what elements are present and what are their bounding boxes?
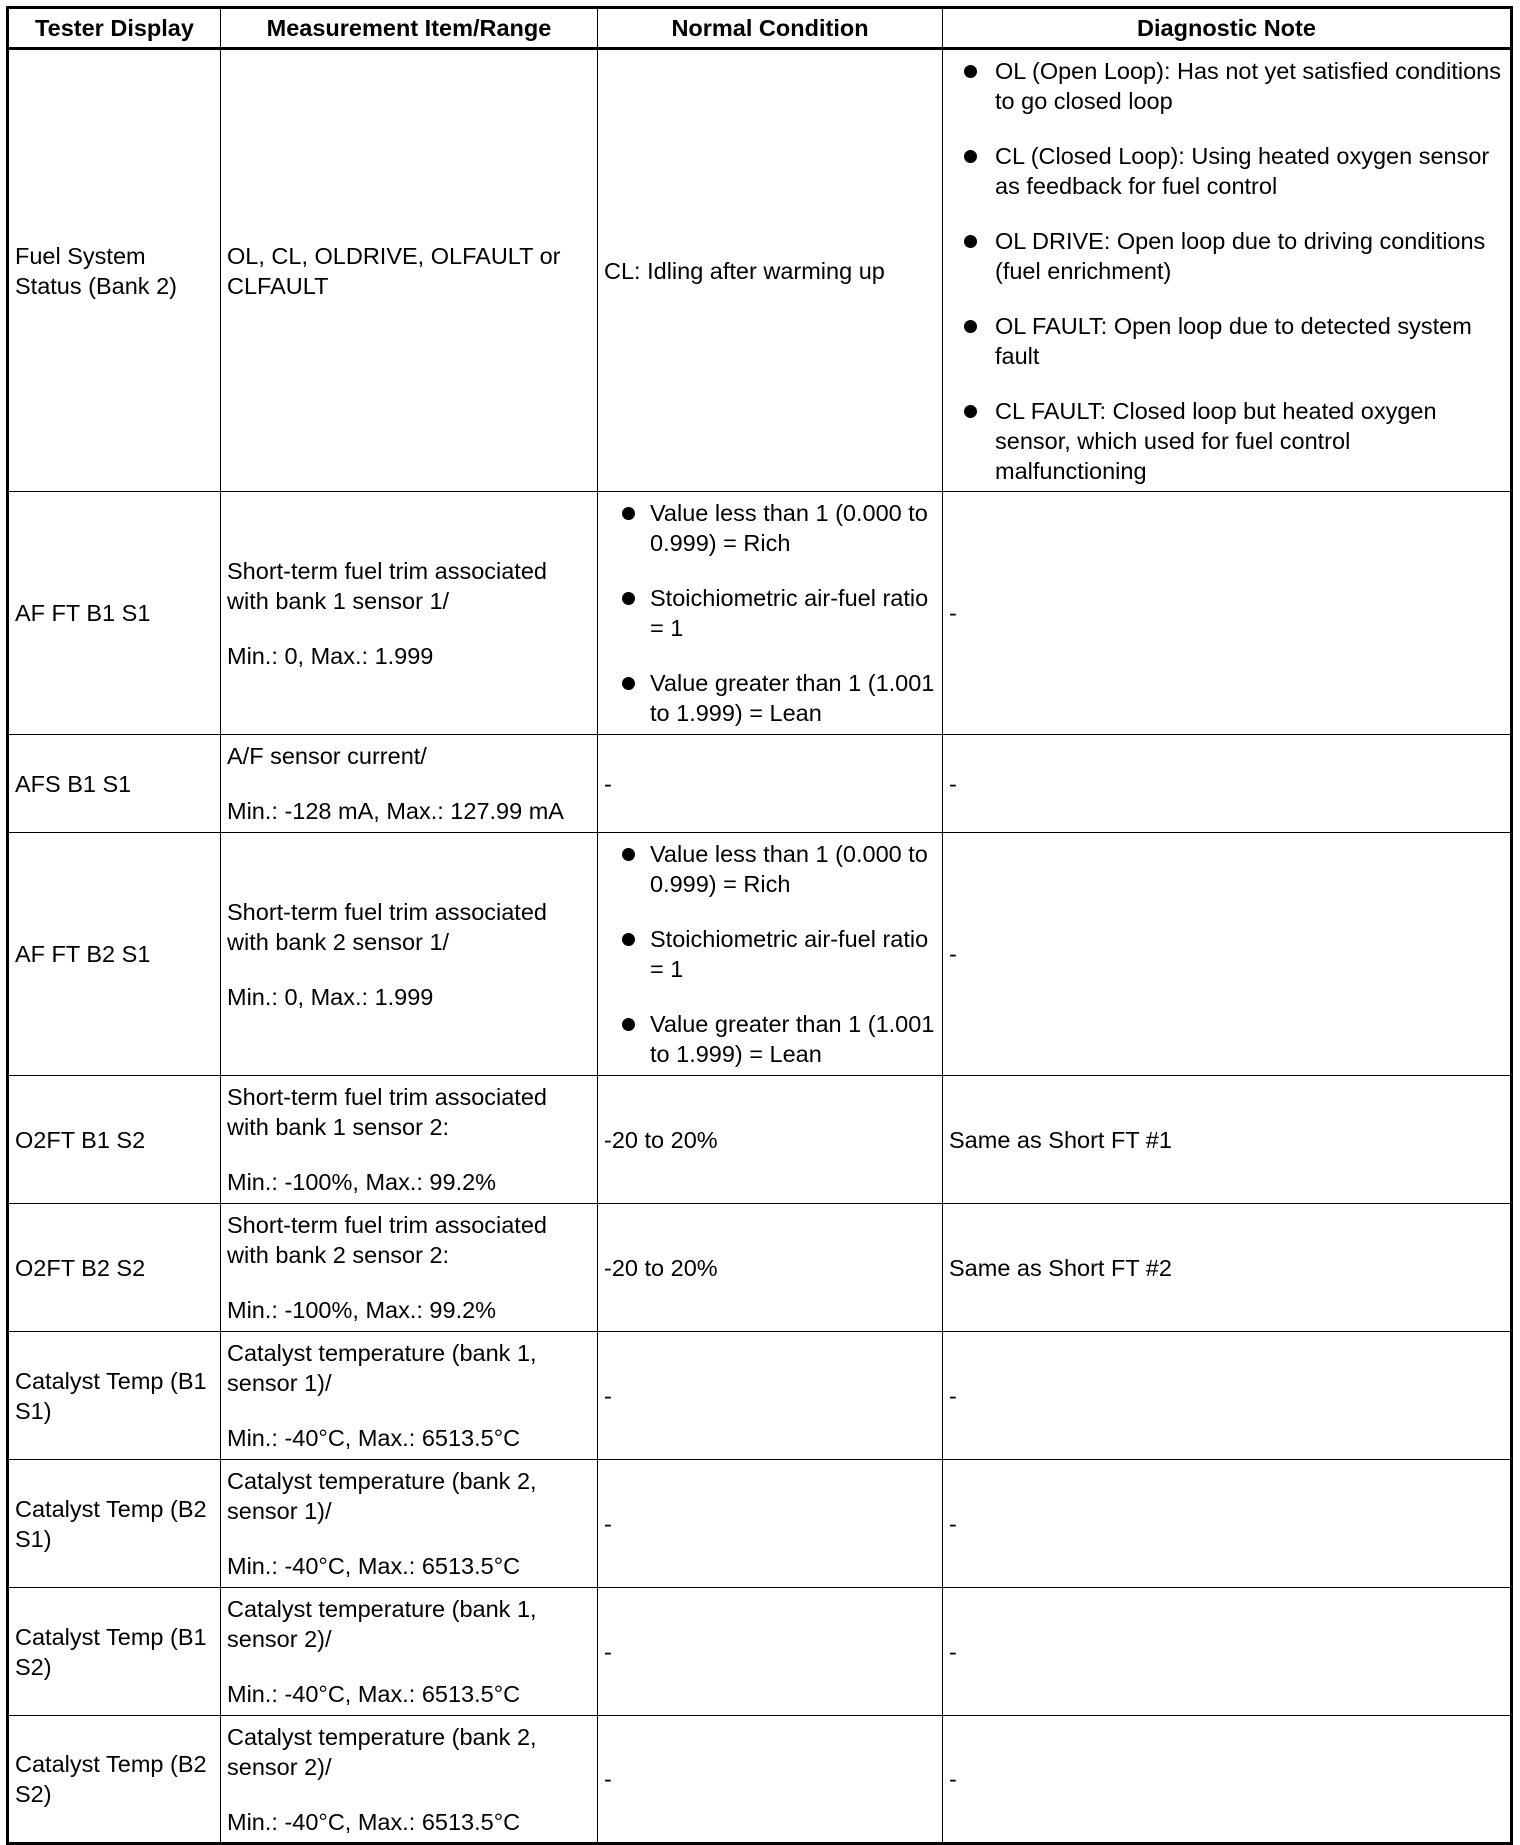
diagnostic-note-cell: - [943,1588,1512,1716]
table-row [8,833,1512,1076]
diagnostic-note-cell: - [943,1332,1512,1460]
measurement-range: Min.: -128 mA, Max.: 127.99 mA [227,798,564,824]
normal-condition-cell: - [598,735,943,833]
measurement-range: Min.: -40°C, Max.: 6513.5°C [227,1808,521,1835]
table-row [8,735,1512,833]
measurement-cell [221,1460,598,1588]
list-item-text: Stoichiometric air-fuel ratio = 1 [650,926,929,982]
measurement-cell [221,1588,598,1716]
header-row [8,8,1512,49]
normal-condition-cell [598,492,943,735]
list-item [949,396,1504,486]
normal-condition-cell: - [598,1716,943,1844]
header-diagnostic-note: Diagnostic Note [943,8,1512,49]
bullet-icon [964,405,977,418]
measurement-range: Min.: -40°C, Max.: 6513.5°C [227,1681,521,1707]
list-item-text: Stoichiometric air-fuel ratio = 1 [650,585,929,641]
diagnostic-note-cell: - [943,833,1512,1076]
bullet-icon [622,848,635,861]
list-item [604,668,936,728]
diagnostic-note-cell: Same as Short FT #1 [943,1076,1512,1204]
measurement-cell [221,1332,598,1460]
tester-display-cell: O2FT B1 S2 [8,1076,221,1204]
list-item [949,141,1504,201]
measurement-cell [221,833,598,1076]
normal-condition-cell: -20 to 20% [598,1204,943,1332]
tester-display-cell: Catalyst Temp (B1 S2) [8,1588,221,1716]
list-item-text: OL FAULT: Open loop due to detected system fault [995,312,1472,369]
normal-condition-cell: -20 to 20% [598,1076,943,1204]
tester-display-cell: Catalyst Temp (B2 S1) [8,1460,221,1588]
bullet-icon [622,592,635,605]
measurement-text: Catalyst temperature (bank 2, sensor 2)/ [227,1723,537,1780]
bullet-icon [622,1018,635,1031]
list-item [604,583,936,643]
header-measurement-item: Measurement Item/Range [221,8,598,49]
table-row [8,1716,1512,1844]
diagnostic-note-cell: - [943,1460,1512,1588]
header-tester-display: Tester Display [8,8,221,49]
bullet-icon [964,320,977,333]
measurement-range: Min.: -100%, Max.: 99.2% [227,1169,497,1195]
table-row [8,1588,1512,1716]
diagnostic-data-table [6,6,1513,1845]
tester-display-cell: O2FT B2 S2 [8,1204,221,1332]
list-item [604,839,936,899]
diagnostic-note-cell: - [943,492,1512,735]
list-item [604,1009,936,1069]
list-item [949,311,1504,371]
list-item [604,498,936,558]
measurement-range: Min.: 0, Max.: 1.999 [227,983,434,1010]
bullet-icon [964,235,977,248]
diagnostic-note-cell: Same as Short FT #2 [943,1204,1512,1332]
measurement-text: Catalyst temperature (bank 1, sensor 1)/ [227,1340,537,1396]
bullet-icon [622,507,635,520]
measurement-cell [221,735,598,833]
table-row [8,1204,1512,1332]
measurement-text: OL, CL, OLDRIVE, OLFAULT or CLFAULT [227,242,561,299]
list-item-text: Value less than 1 (0.000 to 0.999) = Rich [650,841,928,897]
list-item-text: Value less than 1 (0.000 to 0.999) = Rich [650,500,928,556]
tester-display-cell: AF FT B2 S1 [8,833,221,1076]
tester-display-cell: Catalyst Temp (B1 S1) [8,1332,221,1460]
measurement-range: Min.: 0, Max.: 1.999 [227,642,434,669]
diagnostic-note-cell [943,49,1512,492]
measurement-cell [221,1076,598,1204]
list-item [604,924,936,984]
tester-display-cell: Fuel System Status (Bank 2) [8,49,221,492]
measurement-cell [221,1716,598,1844]
measurement-text: Short-term fuel trim associated with bank 2 sensor 2: [227,1212,547,1268]
bullet-icon [964,150,977,163]
list-item [949,226,1504,286]
list-item-text: CL FAULT: Closed loop but heated oxygen sensor, which used for fuel control malfunctioning [995,397,1437,484]
normal-condition-cell: - [598,1588,943,1716]
tester-display-cell: AFS B1 S1 [8,735,221,833]
table-row [8,1460,1512,1588]
table-row [8,1332,1512,1460]
list-item-text: OL DRIVE: Open loop due to driving conditions (fuel enrichment) [995,227,1486,284]
table-row [8,492,1512,735]
measurement-text: A/F sensor current/ [227,743,427,769]
normal-condition-cell [598,833,943,1076]
tester-display-cell: Catalyst Temp (B2 S2) [8,1716,221,1844]
diagnostic-note-cell: - [943,1716,1512,1844]
measurement-cell [221,492,598,735]
measurement-text: Catalyst temperature (bank 1, sensor 2)/ [227,1596,537,1652]
normal-condition-cell: - [598,1460,943,1588]
bullet-icon [964,65,977,78]
bullet-icon [622,933,635,946]
measurement-cell [221,1204,598,1332]
measurement-range: Min.: -40°C, Max.: 6513.5°C [227,1425,521,1451]
measurement-range: Min.: -100%, Max.: 99.2% [227,1297,497,1323]
measurement-range: Min.: -40°C, Max.: 6513.5°C [227,1553,521,1579]
list-item-text: Value greater than 1 (1.001 to 1.999) = Lean [650,670,935,726]
table-row [8,49,1512,492]
list-item [949,56,1504,116]
table-row [8,1076,1512,1204]
list-item-text: CL (Closed Loop): Using heated oxygen sensor as feedback for fuel control [995,142,1490,199]
measurement-text: Short-term fuel trim associated with bank 1 sensor 1/ [227,557,547,614]
tester-display-cell: AF FT B1 S1 [8,492,221,735]
list-item-text: Value greater than 1 (1.001 to 1.999) = Lean [650,1011,935,1067]
normal-condition-cell: CL: Idling after warming up [598,49,943,492]
header-normal-condition: Normal Condition [598,8,943,49]
diagnostic-note-cell: - [943,735,1512,833]
measurement-text: Catalyst temperature (bank 2, sensor 1)/ [227,1468,537,1524]
normal-condition-cell: - [598,1332,943,1460]
measurement-text: Short-term fuel trim associated with bank 1 sensor 2: [227,1084,547,1140]
list-item-text: OL (Open Loop): Has not yet satisfied conditions to go closed loop [995,57,1501,114]
measurement-text: Short-term fuel trim associated with bank 2 sensor 1/ [227,898,547,955]
bullet-icon [622,677,635,690]
measurement-cell [221,49,598,492]
